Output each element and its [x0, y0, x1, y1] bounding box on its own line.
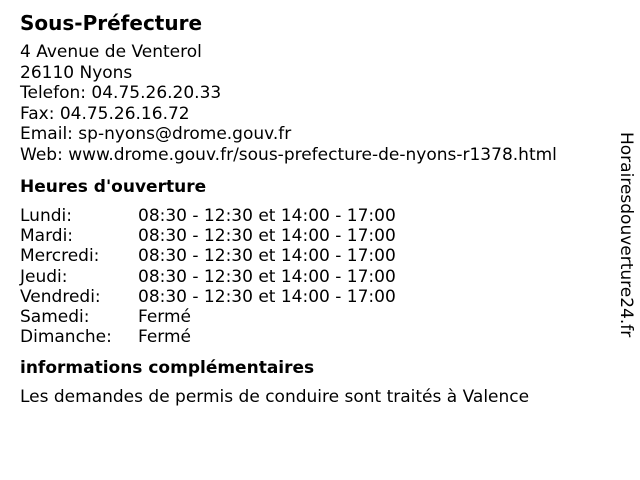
time-value: Fermé	[138, 327, 192, 348]
page-content	[20, 10, 610, 408]
day-label: Lundi:	[20, 206, 72, 226]
time-value: 08:30 - 12:30 et 14:00 - 17:00	[138, 206, 396, 226]
fax-number: Fax: 04.75.26.16.72	[20, 103, 190, 124]
time-value: 08:30 - 12:30 et 14:00 - 17:00	[138, 266, 396, 287]
hours-table	[20, 206, 610, 347]
website-url: Web: www.drome.gouv.fr/sous-prefecture-de-nyons-r1378.html	[20, 144, 557, 165]
hours-row-tuesday	[20, 226, 610, 246]
day-label: Jeudi:	[20, 266, 68, 287]
day-label: Dimanche:	[20, 327, 112, 348]
hours-row-friday	[20, 287, 610, 307]
hours-row-sunday	[20, 327, 610, 347]
address-city: 26110 Nyons	[20, 62, 133, 83]
phone-number: Telefon: 04.75.26.20.33	[20, 83, 222, 103]
time-value: 08:30 - 12:30 et 14:00 - 17:00	[138, 226, 396, 247]
hours-row-thursday	[20, 267, 610, 287]
day-label: Mardi:	[20, 226, 74, 247]
info-heading: informations complémentaires	[20, 358, 315, 379]
time-value: 08:30 - 12:30 et 14:00 - 17:00	[138, 286, 396, 307]
address-street: 4 Avenue de Venterol	[20, 42, 202, 62]
time-value: Fermé	[138, 307, 192, 328]
hours-row-saturday	[20, 307, 610, 327]
time-value: 08:30 - 12:30 et 14:00 - 17:00	[138, 246, 396, 267]
page-title: Sous-Préfecture	[20, 11, 203, 35]
email-address: Email: sp-nyons@drome.gouv.fr	[20, 124, 292, 144]
info-text: Les demandes de permis de conduire sont traités à Valence	[20, 387, 530, 408]
site-watermark: Horairesdouverture24.fr	[616, 132, 636, 338]
hours-heading: Heures d'ouverture	[20, 177, 207, 197]
day-label: Samedi:	[20, 307, 90, 328]
hours-row-monday	[20, 206, 610, 226]
hours-row-wednesday	[20, 246, 610, 266]
day-label: Mercredi:	[20, 246, 100, 267]
address-block	[20, 42, 610, 165]
day-label: Vendredi:	[20, 286, 101, 307]
